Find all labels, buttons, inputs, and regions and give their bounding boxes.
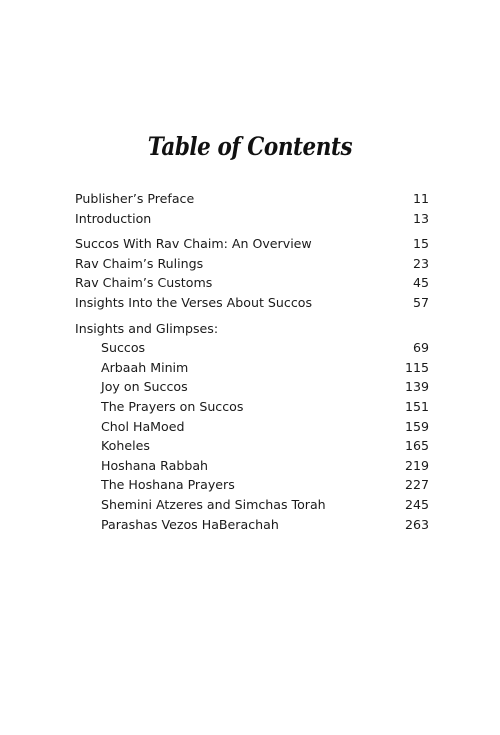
toc-subentry [75, 456, 429, 476]
toc-entry [75, 234, 429, 254]
toc-entry-title: Shemini Atzeres and Simchas Torah [101, 496, 326, 512]
toc-entry [75, 293, 429, 313]
toc-subentry [75, 397, 429, 417]
toc-subentry [75, 475, 429, 495]
toc-entry-title: The Hoshana Prayers [101, 477, 235, 493]
toc-entry-page: 139 [404, 379, 429, 395]
toc-entry-page: 151 [404, 398, 429, 414]
toc-entry [75, 273, 429, 293]
table-of-contents [75, 189, 429, 534]
toc-entry [75, 209, 429, 229]
toc-entry-title: Publisher’s Preface [75, 191, 195, 206]
toc-entry-title: Arbaah Minim [101, 359, 189, 375]
toc-subentry [75, 515, 429, 535]
toc-subentry [75, 495, 429, 515]
page-title: Table of Contents [147, 132, 353, 161]
toc-subentry [75, 377, 429, 397]
toc-entry-title: The Prayers on Succos [101, 398, 244, 414]
toc-entry-title: Joy on Succos [101, 379, 188, 395]
toc-entry-page: 165 [404, 438, 429, 454]
toc-subentry [75, 338, 429, 358]
toc-entry-title: Koheles [101, 438, 150, 454]
toc-entry-title: Rav Chaim’s Rulings [75, 255, 204, 271]
toc-entry-page: 11 [412, 191, 429, 206]
toc-entry-title: Hoshana Rabbah [101, 457, 209, 473]
toc-entry-page: 69 [412, 340, 429, 356]
toc-subentry [75, 436, 429, 456]
toc-entry-title: Succos With Rav Chaim: An Overview [75, 236, 312, 252]
toc-entry-title: Insights Into the Verses About Succos [75, 294, 313, 310]
toc-entry-page: 57 [412, 294, 429, 310]
toc-entry-page: 15 [412, 236, 429, 252]
toc-entry-page: 13 [412, 210, 429, 226]
toc-entry-title: Rav Chaim’s Customs [75, 275, 213, 291]
toc-entry-title: Introduction [75, 210, 152, 226]
toc-entry-title: Chol HaMoed [101, 418, 185, 434]
toc-entry-title: Succos [101, 340, 146, 356]
toc-section-heading [75, 319, 429, 339]
toc-entry [75, 254, 429, 274]
toc-entry [75, 189, 429, 209]
toc-entry-page: 45 [412, 275, 429, 291]
toc-entry-page: 263 [404, 516, 429, 532]
toc-entry-title: Parashas Vezos HaBerachah [101, 516, 279, 532]
toc-entry-page: 23 [412, 255, 429, 271]
toc-entry-page: 159 [404, 418, 429, 434]
toc-section-title: Insights and Glimpses: [75, 320, 219, 336]
toc-entry-page: 219 [404, 457, 429, 473]
toc-entry-page: 245 [404, 496, 429, 512]
toc-subentry [75, 358, 429, 378]
toc-entry-page: 227 [404, 477, 429, 493]
toc-entry-page: 115 [404, 359, 429, 375]
toc-subentry [75, 417, 429, 437]
